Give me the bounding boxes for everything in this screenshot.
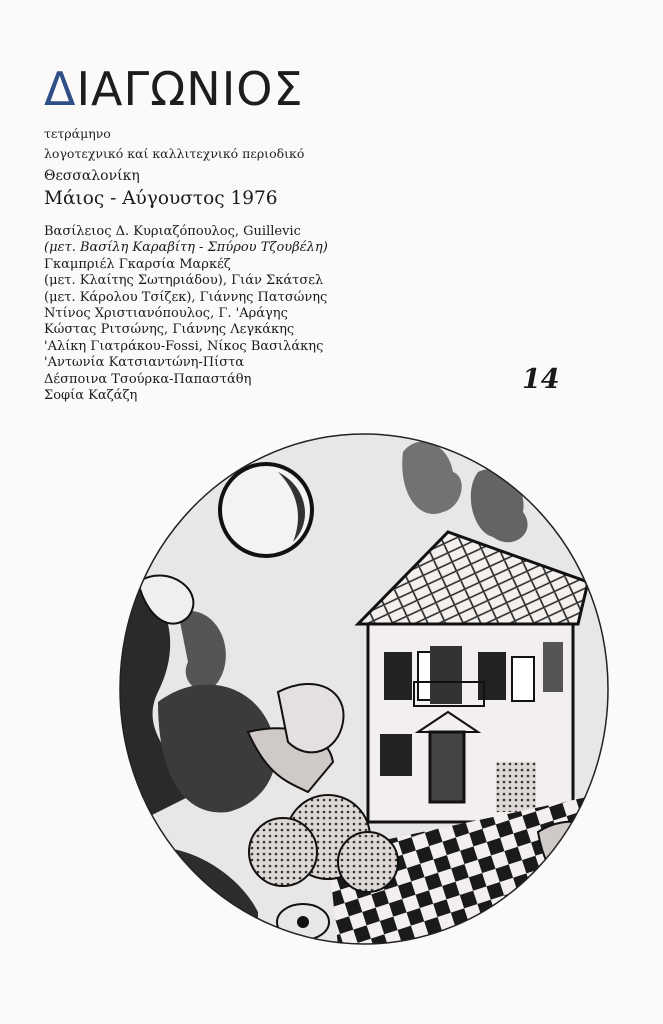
title-first-letter: Δ — [44, 62, 77, 116]
contributor-line: (μετ. Κλαίτης Σωτηριάδου), Γιάν Σκάτσελ — [44, 273, 324, 289]
contributor-line: Γκαμπριέλ Γκαρσία Μαρκέζ — [44, 256, 231, 272]
title-rest: ΙΑΓΩΝΙΟΣ — [76, 62, 304, 116]
contributors-list — [44, 224, 364, 404]
contributor-line: (μετ. Βασίλη Καραβίτη - Σπύρου Τζουβέλη) — [44, 240, 328, 256]
contributor-line: Κώστας Ριτσώνης, Γιάννης Λεγκάκης — [44, 322, 295, 338]
cover-illustration — [118, 432, 611, 946]
issue-date: Μάιος - Αύγουστος 1976 — [44, 188, 278, 209]
issue-number: 14 — [522, 364, 560, 395]
magazine-title — [44, 62, 304, 116]
contributor-line: Ντίνος Χριστιανόπουλος, Γ. 'Αράγης — [44, 306, 288, 322]
frequency: τετράμηνο — [44, 126, 111, 141]
contributor-line: (μετ. Κάρολου Τσίζεκ), Γιάννης Πατσώνης — [44, 289, 328, 305]
contributor-line: Βασίλειος Δ. Κυριαζόπουλος, Guillevic — [44, 224, 301, 239]
contributor-line: 'Αντωνία Κατσιαντώνη-Πίστα — [44, 355, 245, 371]
contributor-line: 'Αλίκη Γιατράκου-Fossi, Νίκος Βασιλάκης — [44, 338, 324, 354]
city: Θεσσαλονίκη — [44, 168, 140, 184]
contributor-line: Δέσποινα Τσούρκα-Παπαστάθη — [44, 371, 252, 387]
magazine-type: λογοτεχνικό καί καλλιτεχνικό περιοδικό — [44, 146, 305, 161]
contributor-line: Σοφία Καζάζη — [44, 388, 138, 404]
